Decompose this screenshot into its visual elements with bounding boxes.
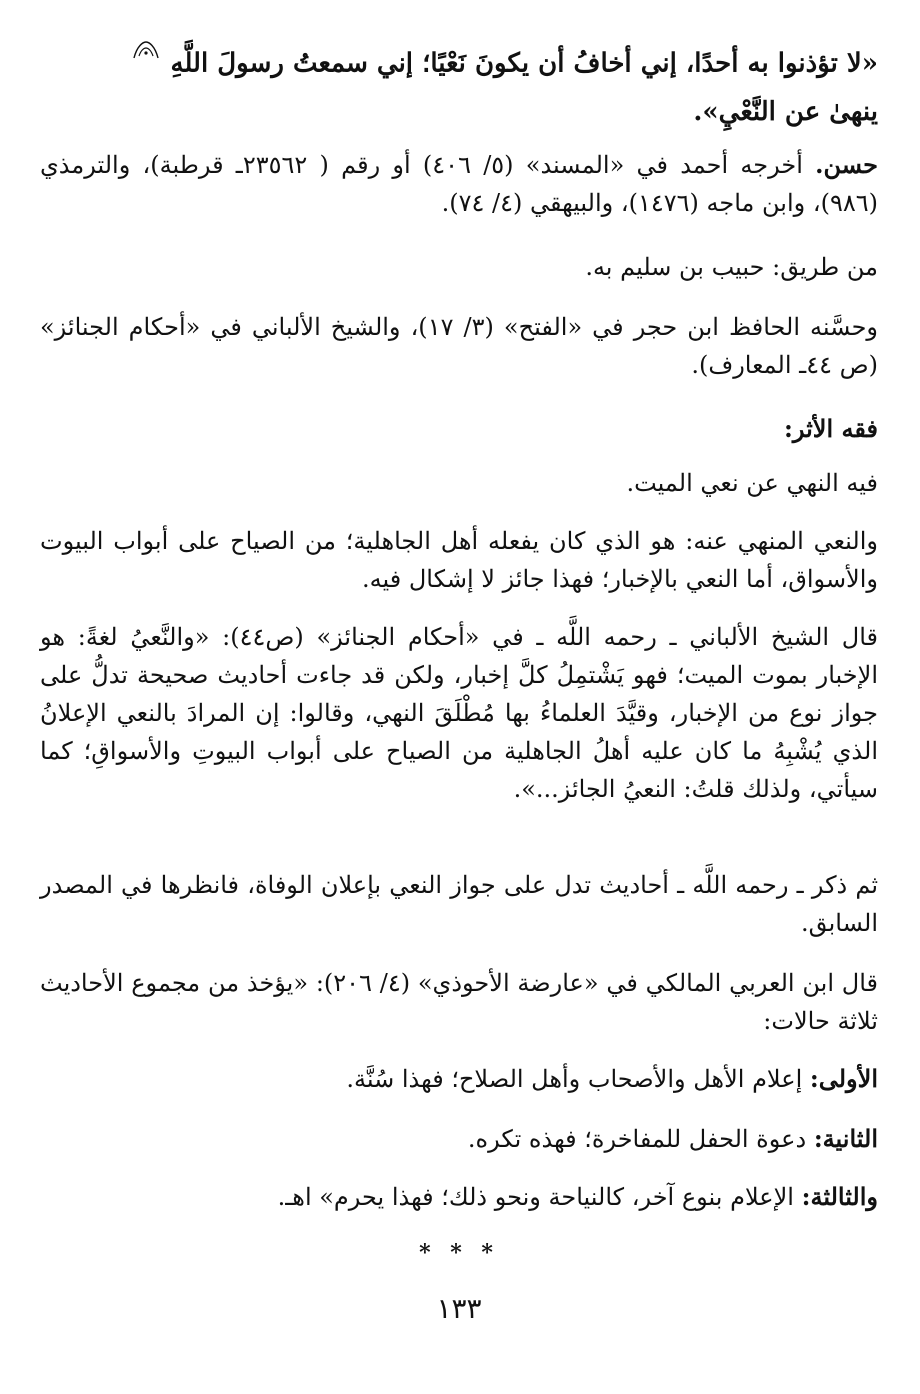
case-1-label: الأولى: xyxy=(809,1064,878,1093)
grading-label: حسن. xyxy=(815,150,878,179)
albani-quote-paragraph: قال الشيخ الألباني ـ رحمه اللَّه ـ في «أحكام الجنائز» (ص٤٤): «والنَّعيُ لغةً: هو الإخبار بموت الميت؛ فهو يَشْتمِلُ كلَّ إخبار، ولكن قد جاءت أحاديث صحيحة تدلُّ على جواز نوع من الإخبار، وقيَّدَ العلماءُ بها مُطْلَقَ النهي، وقالوا: إن المرادَ بالنعي الإعلانُ الذي يُشْبِهُ ما كان عليه أهلُ الجاهلية من الصياح على أبواب البيوتِ والأسواقِ؛ كما سيأتي، ولذلك قلتُ: النعيُ الجائز...». xyxy=(40,623,879,803)
section-separator: * * * xyxy=(419,1240,499,1266)
paragraph-4: ثم ذكر ـ رحمه اللَّه ـ أحاديث تدل على جواز النعي بإعلان الوفاة، فانظرها في المصدر السابق. xyxy=(40,871,878,937)
case-2-text: دعوة الحفل للمفاخرة؛ فهذه تكره. xyxy=(467,1125,807,1153)
case-3-label: والثالثة: xyxy=(801,1182,878,1211)
paragraph-2: والنعي المنهي عنه: هو الذي كان يفعله أهل الجاهلية؛ من الصياح على أبواب البيوت والأسواق، أما النعي بالإخبار؛ فهذا جائز لا إشكال فيه. xyxy=(40,527,878,593)
route-paragraph: من طريق: حبيب بن سليم به. xyxy=(585,253,878,281)
book-page xyxy=(40,30,878,1360)
hadith-line-1: «لا تؤذنوا به أحدًا، إني أخافُ أن يكونَ نَعْيًا؛ إني سمعتُ رسولَ اللَّهِ xyxy=(170,48,878,79)
paragraph-1: فيه النهي عن نعي الميت. xyxy=(626,469,878,497)
hadith-line-2: ينهىٰ عن النَّعْيِ». xyxy=(693,96,878,127)
grading-text: أخرجه أحمد في «المسند» (٥/ ٤٠٦) أو رقم ( ٢٣٥٦٢ـ قرطبة)، والترمذي (٩٨٦)، وابن ماجه (١٤٧٦)، والبيهقي (٤/ ٧٤). xyxy=(40,151,878,217)
case-1-text: إعلام الأهل والأصحاب وأهل الصلاح؛ فهذا سُنَّة. xyxy=(346,1065,803,1093)
case-item-3 xyxy=(40,1178,878,1216)
ibn-arabi-paragraph: قال ابن العربي المالكي في «عارضة الأحوذي» (٤/ ٢٠٦): «يؤخذ من مجموع الأحاديث ثلاثة حالات: xyxy=(40,969,878,1035)
case-item-2 xyxy=(40,1120,878,1158)
case-2-label: الثانية: xyxy=(813,1124,878,1153)
page-number: ١٣٣ xyxy=(436,1292,482,1325)
case-item-1 xyxy=(40,1060,878,1098)
hadith-text xyxy=(40,38,878,136)
case-3-text: الإعلام بنوع آخر، كالنياحة ونحو ذلك؛ فهذا يحرم» اهـ. xyxy=(277,1183,794,1211)
hasan-paragraph: وحسَّنه الحافظ ابن حجر في «الفتح» (٣/ ١٧)، والشيخ الألباني في «أحكام الجنائز» (ص ٤٤ـ المعارف). xyxy=(40,313,878,379)
salawat-seal-icon xyxy=(131,38,161,62)
section-title: فقه الأثر: xyxy=(784,414,878,443)
grading-paragraph xyxy=(40,146,878,222)
